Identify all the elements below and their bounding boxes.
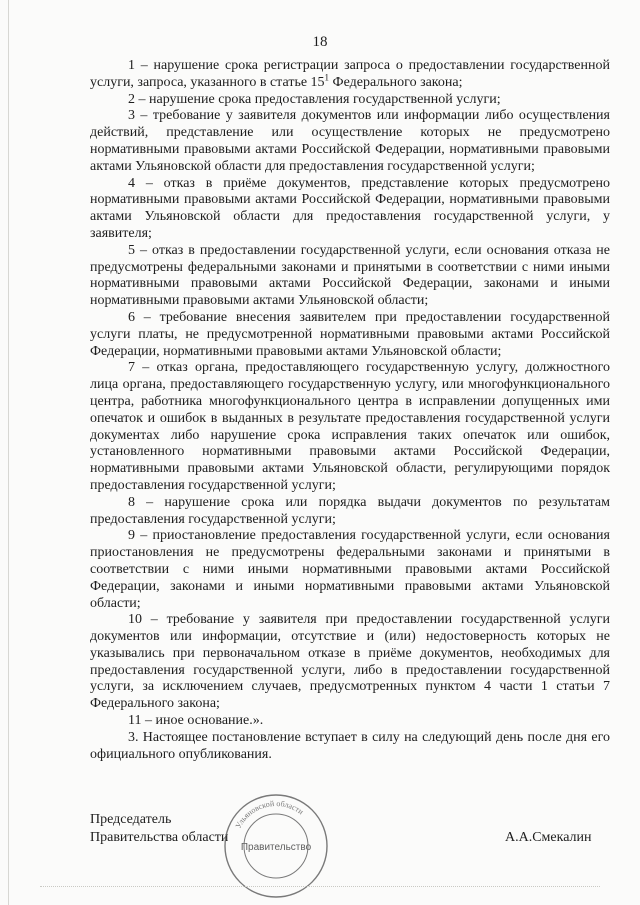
scan-edge bbox=[8, 0, 9, 905]
paragraph-6: 6 – требование внесения заявителем при предоставлении государственной услуги платы, не предусмотренной нормативными правовыми актами Российской Федерации, нормативными правовыми актами Ульяновской области; bbox=[90, 309, 610, 359]
paragraph-11: 11 – иное основание.». bbox=[128, 713, 264, 729]
signatory-name: А.А.Смекалин bbox=[505, 830, 592, 845]
signatory-title-line-1: Председатель bbox=[90, 812, 172, 827]
paragraph-effective-date: 3. Настоящее постановление вступает в силу на следующий день после дня его официального опубликования. bbox=[90, 729, 610, 762]
paragraph-3: 3 – требование у заявителя документов или информации либо осуществления действий, представление или осуществление которых не предусмотрено нормативными правовыми актами Российской Федерации, нормативными правовыми актами Ульяновской области для предоставления государственной услуги; bbox=[90, 108, 610, 174]
paragraph-9: 9 – приостановление предоставления государственной услуги, если основания приостановления не предусмотрены федеральными законами и принятыми в соответствии с ними иными нормативными правовыми актами Российской Федерации, законами и иными нормативными правовыми актами Ульяновской области; bbox=[90, 528, 610, 611]
signatory-title-line-2: Правительства области bbox=[90, 830, 229, 845]
paragraph-1: 1 – нарушение срока регистрации запроса о предоставлении государственной услуги, запроса, указанного в статье $15^1$ Федерального закона; bbox=[90, 58, 610, 90]
paragraph-7: 7 – отказ органа, предоставляющего государственную услугу, должностного лица органа, предоставляющего государственную услугу, или многофункционального центра, работника многофункционального центра в исправлении допущенных ими опечаток и ошибок в выданных в результате предоставления государственной услуги документах либо нарушение срока исправления таких опечаток или ошибок, установленного нормативными правовыми актами Российской Федерации, нормативными правовыми актами Ульяновской области, регулирующими порядок предоставления государственной услуги; bbox=[90, 360, 610, 493]
paragraph-5: 5 – отказ в предоставлении государственной услуги, если основания отказа не предусмотрены федеральными законами и принятыми в соответствии с ними иными нормативными правовыми актами Российской Федерации, законами и иными нормативными правовыми актами Ульяновской области; bbox=[90, 242, 610, 309]
page-number: 18 bbox=[312, 34, 328, 50]
signatory-title bbox=[90, 811, 228, 847]
svg-text:Правительство: Правительство bbox=[240, 842, 312, 853]
paragraph-8: 8 – нарушение срока или порядка выдачи документов по результатам предоставления государственной услуги; bbox=[90, 494, 610, 527]
scan-noise bbox=[40, 886, 600, 892]
paragraph-2: 2 – нарушение срока предоставления государственной услуги; bbox=[128, 91, 501, 107]
official-seal bbox=[222, 792, 330, 900]
svg-text:Ульяновской области: Ульяновской области bbox=[233, 798, 306, 830]
paragraph-4: 4 – отказ в приёме документов, представление которых предусмотрено нормативными правовыми актами Российской Федерации, нормативными правовыми актами Ульяновской области для предоставления государственной услуги, у заявителя; bbox=[90, 175, 610, 241]
paragraph-10: 10 – требование у заявителя при предоставлении государственной услуги документов или информации, отсутствие и (или) недостоверность которых не указывались при первоначальном отказе в приёме документов, необходимых для предоставления государственной услуги, либо в предоставлении государственной услуги, за исключением случаев, предусмотренных пунктом 4 части 1 статьи 7 Федерального закона; bbox=[90, 612, 610, 712]
document-body bbox=[90, 58, 610, 763]
